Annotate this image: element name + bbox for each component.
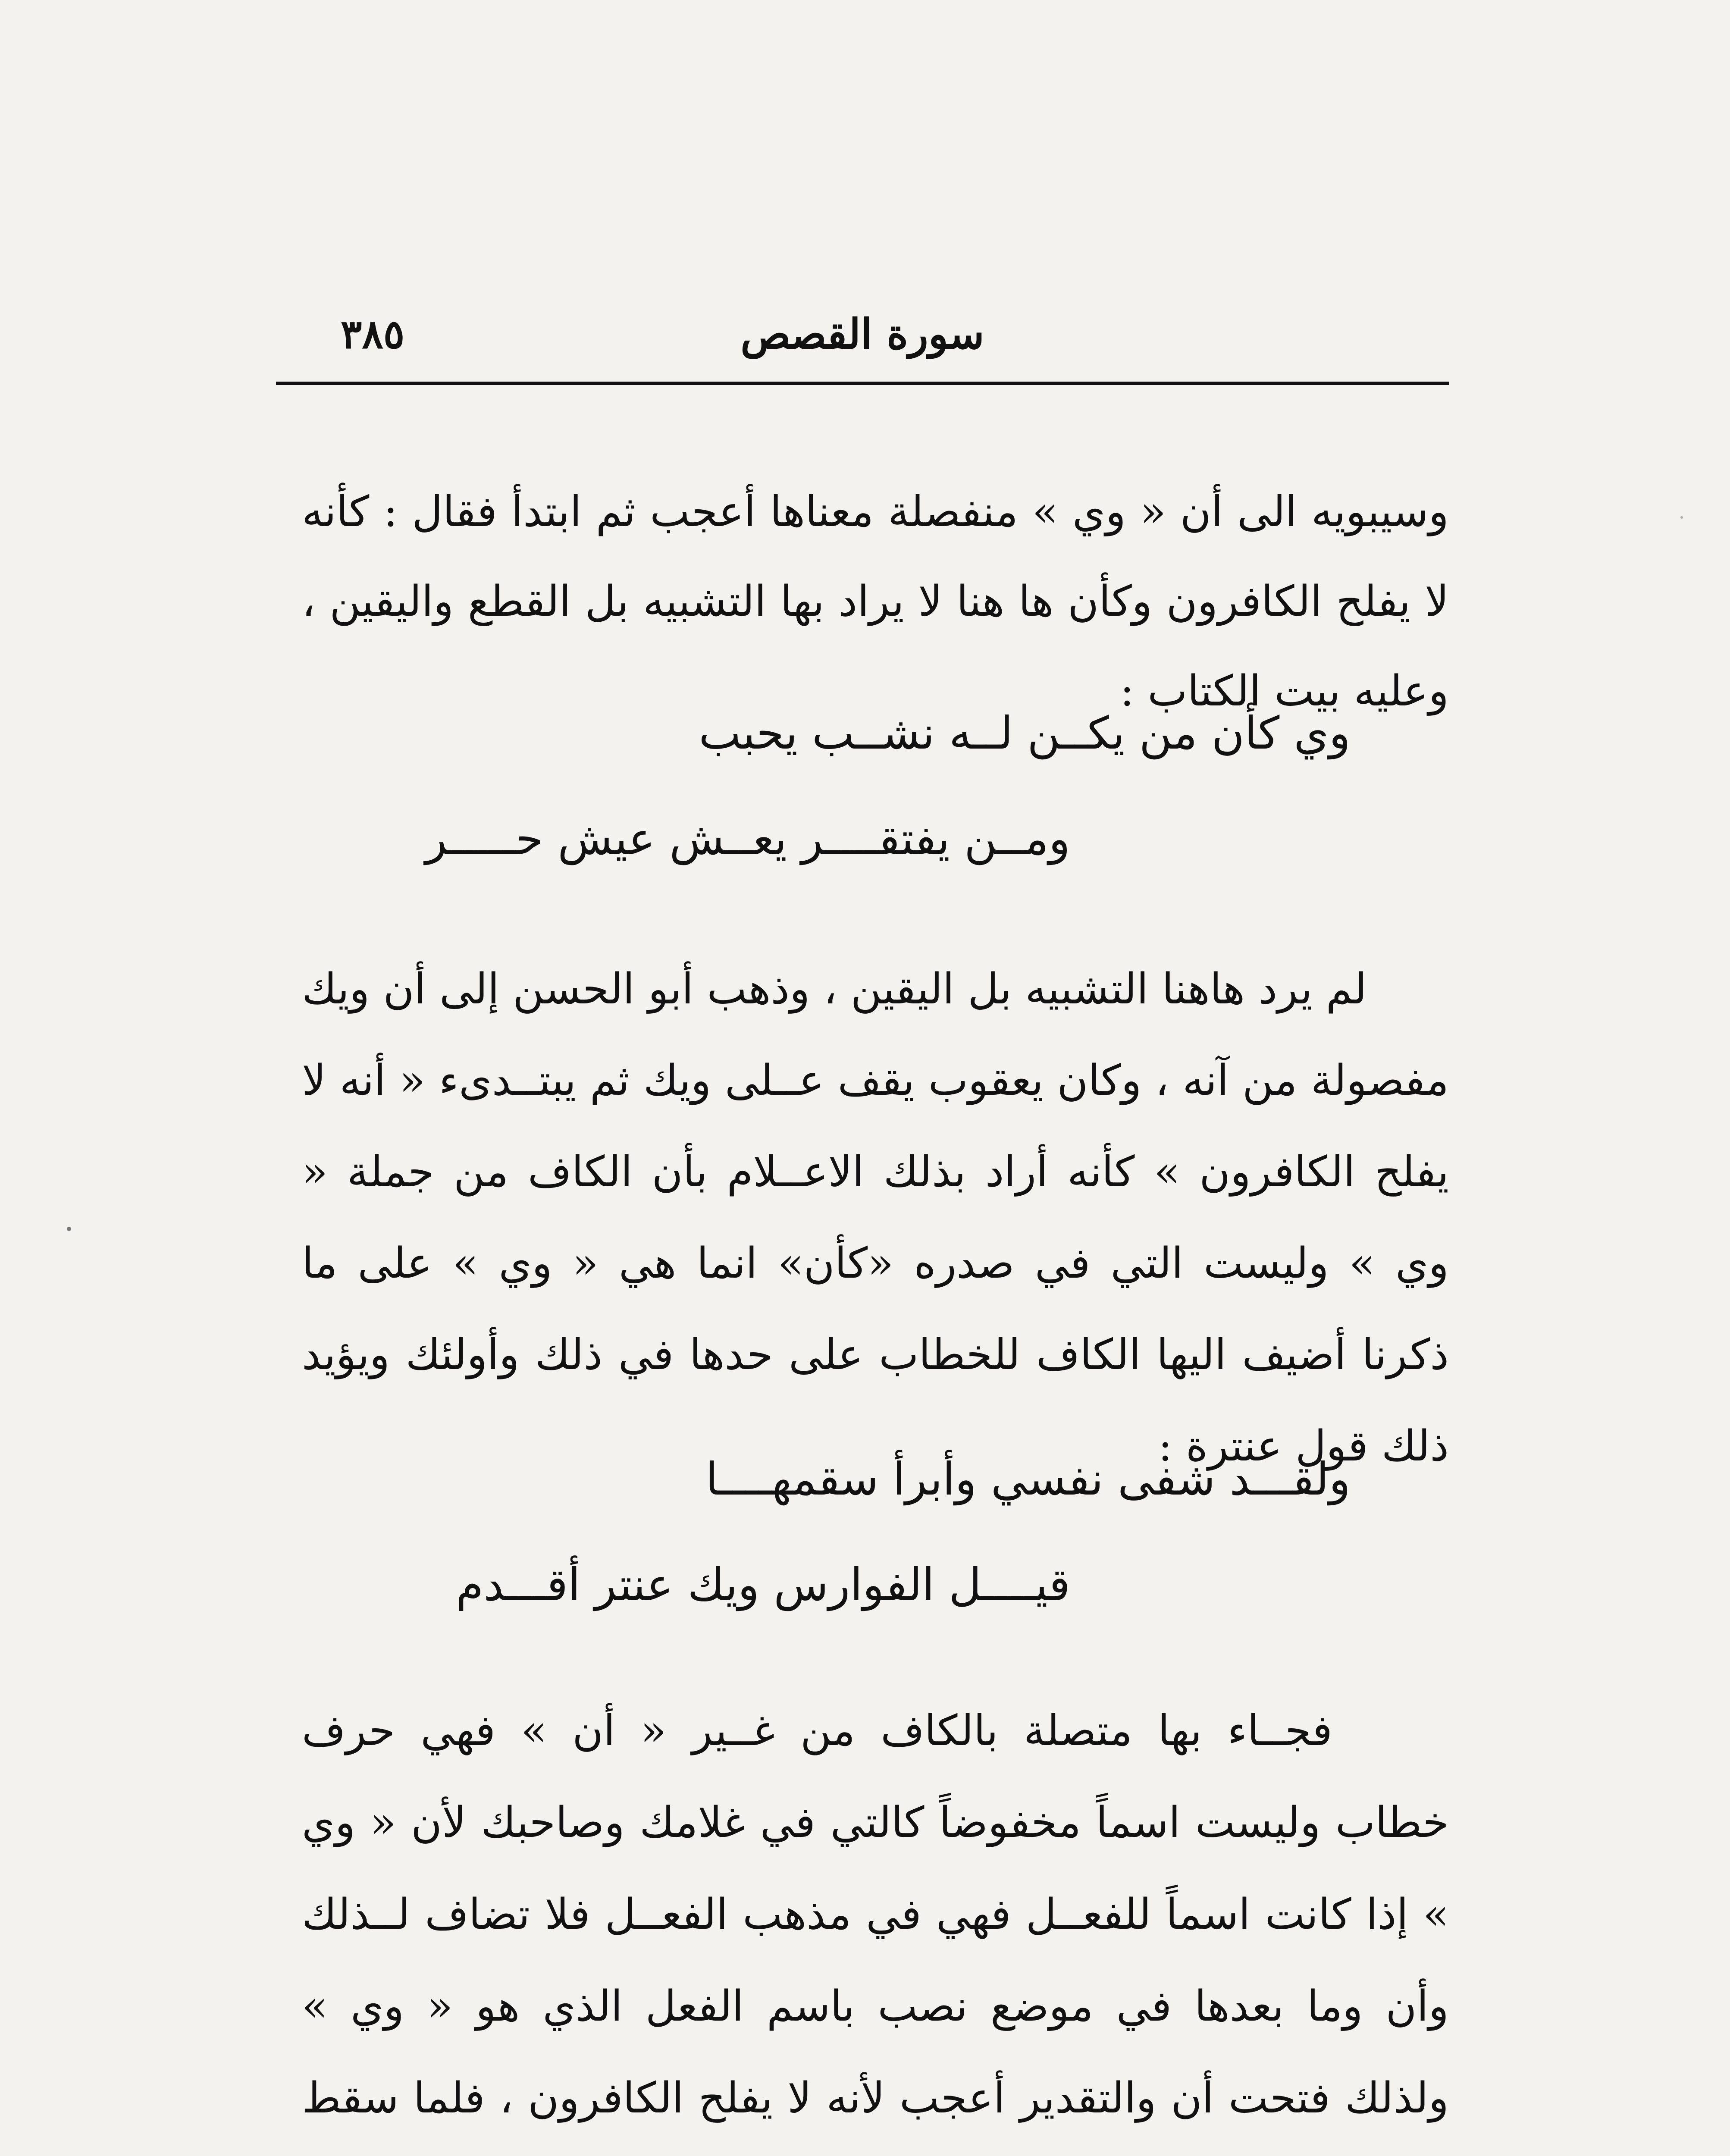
header-divider — [276, 382, 1449, 385]
verse-2-first-hemistich: ولقـــد شفى نفسي وأبرأ سقمهــــا — [705, 1453, 1351, 1505]
page-number: ٣٨٥ — [341, 311, 405, 357]
surah-title: سورة القصص — [740, 310, 984, 358]
running-header — [276, 302, 1449, 367]
verse-2-second-hemistich: قيــــل الفوارس ويك عنتر أقـــدم — [456, 1558, 1070, 1611]
paragraph-2: لم يرد هاهنا التشبيه بل اليقين ، وذهب أبو الحسن إلى أن ويك مفصولة من آنه ، وكان يعقوب يقف عــلى ويك ثم يبتــدىء « أنه لا يفلح الكافرون » كأنه أراد بذلك الاعــلام بأن الكاف من جملة « وي » وليست التي في صدره «كأن» انما هي « وي » على ما ذكرنا أضيف اليها الكاف للخطاب على حدها في ذلك وأولئك ويؤيد ذلك قول عنترة : — [302, 965, 1449, 1471]
verse-1-first-hemistich: وي كأن من يكــن لــه نشــب يحبب — [699, 707, 1351, 759]
paragraph-3: فجــاء بها متصلة بالكاف من غــير « أن » فهي حرف خطاب وليست اسماً مخفوضاً كالتي في غلامك وصاحبك لأن « وي » إذا كانت اسماً للفعــل فهي في مذهب الفعــل فلا تضاف لــذلك وأن وما بعدها في موضع نصب باسم الفعل الذي هو « وي » ولذلك فتحت أن والتقدير أعجب لأنه لا يفلح الكافرون ، فلما سقط — [302, 1706, 1449, 2123]
verse-1-second-hemistich: ومــن يفتقــــر يعــش عيش حـــــر — [425, 812, 1070, 865]
paragraph-1: وسيبويه الى أن « وي » منفصلة معناها أعجب ثم ابتدأ فقال : كأنه لا يفلح الكافرون وكأن ها هنا لا يراد بها التشبيه بل القطع واليقين ، وعليه بيت الكتاب : — [302, 487, 1449, 716]
